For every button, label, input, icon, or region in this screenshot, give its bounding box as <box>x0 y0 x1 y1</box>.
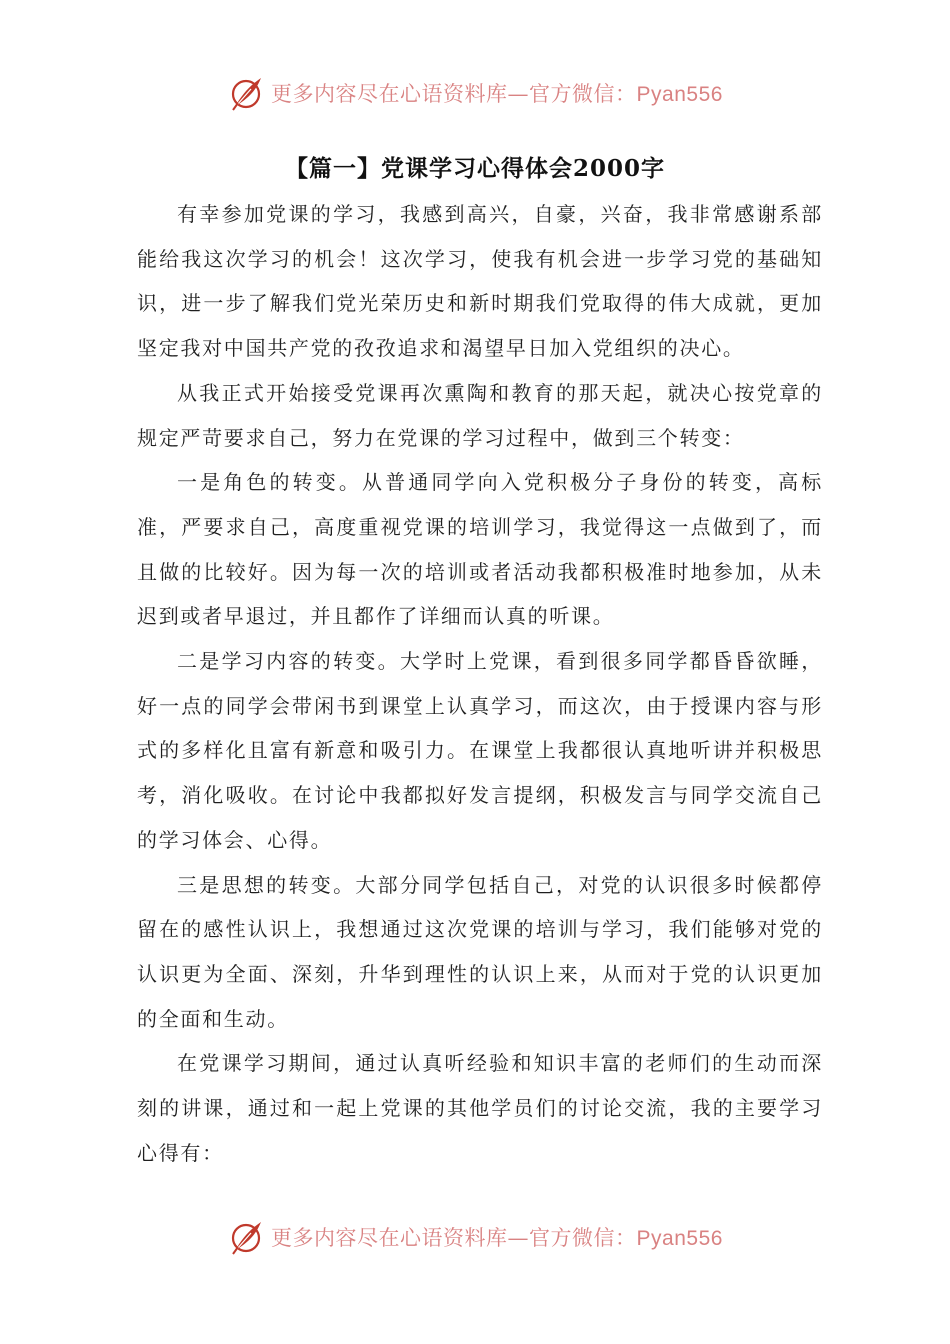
paragraph-5: 三是思想的转变。大部分同学包括自己，对党的认识很多时候都停留在的感性认识上，我想通过这次党课的培训与学习，我们能够对党的认识更为全面、深刻，升华到理性的认识上来，从而对于党的认识更加的全面和生动。 <box>137 872 823 1031</box>
header-banner-text <box>271 78 723 108</box>
paragraph-1: 有幸参加党课的学习，我感到高兴，自豪，兴奋，我非常感谢系部能给我这次学习的机会！这次学习，使我有机会进一步学习党的基础知识，进一步了解我们党光荣历史和新时期我们党取得的伟大成就，更加坚定我对中国共产党的孜孜追求和渴望早日加入党组织的决心。 <box>137 202 823 361</box>
feather-pen-logo-icon <box>227 74 265 112</box>
footer-banner-label: 更多内容尽在心语资料库—官方微信： <box>271 1226 637 1250</box>
footer-wechat-id: Pyan556 <box>636 1227 723 1250</box>
header-banner <box>0 70 950 116</box>
feather-pen-logo-icon <box>227 1218 265 1256</box>
document-body <box>137 192 823 1175</box>
document-title: 【篇一】党课学习心得体会2000字 <box>284 155 665 182</box>
paragraph-6: 在党课学习期间，通过认真听经验和知识丰富的老师们的生动而深刻的讲课，通过和一起上党课的其他学员们的讨论交流，我的主要学习心得有： <box>137 1051 823 1165</box>
footer-banner-text <box>271 1222 723 1252</box>
paragraph-4: 二是学习内容的转变。大学时上党课，看到很多同学都昏昏欲睡，好一点的同学会带闲书到课堂上认真学习，而这次，由于授课内容与形式的多样化且富有新意和吸引力。在课堂上我都很认真地听讲并积极思考，消化吸收。在讨论中我都拟好发言提纲，积极发言与同学交流自己的学习体会、心得。 <box>137 649 823 852</box>
footer-banner <box>0 1214 950 1260</box>
paragraph-3: 一是角色的转变。从普通同学向入党积极分子身份的转变，高标准，严要求自己，高度重视党课的培训学习，我觉得这一点做到了，而且做的比较好。因为每一次的培训或者活动我都积极准时地参加，从未迟到或者早退过，并且都作了详细而认真的听课。 <box>137 470 823 629</box>
paragraph-2: 从我正式开始接受党课再次熏陶和教育的那天起，就决心按党章的规定严苛要求自己，努力在党课的学习过程中，做到三个转变： <box>137 380 823 450</box>
header-wechat-id: Pyan556 <box>636 83 723 106</box>
header-banner-label: 更多内容尽在心语资料库—官方微信： <box>271 82 637 106</box>
